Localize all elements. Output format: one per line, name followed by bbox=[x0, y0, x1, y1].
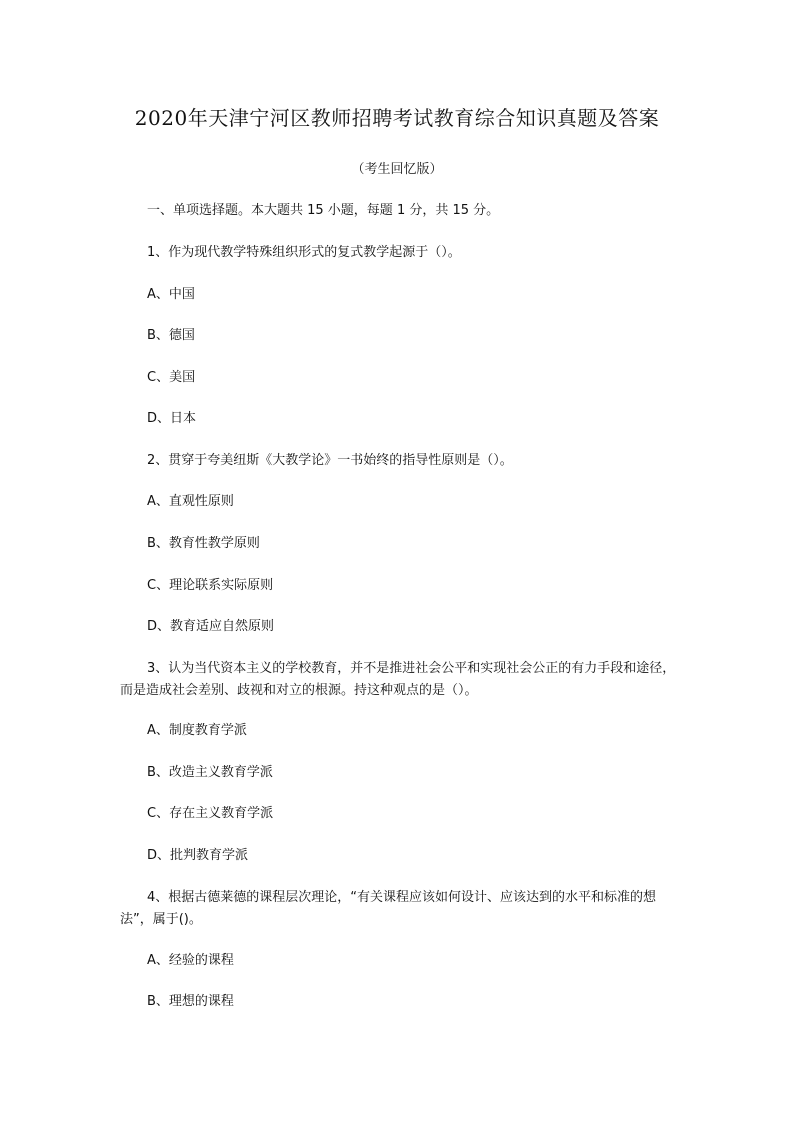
option-c: C、理论联系实际原则 bbox=[147, 578, 274, 593]
option-d: D、批判教育学派 bbox=[147, 848, 249, 863]
option-b: B、教育性教学原则 bbox=[147, 536, 260, 551]
question-stem: 4、根据古德莱德的课程层次理论，“有关课程应该如何设计、应该达到的水平和标准的想法”，属于()。 bbox=[120, 890, 657, 927]
option-b: B、改造主义教育学派 bbox=[147, 765, 273, 780]
option-c: C、存在主义教育学派 bbox=[147, 806, 274, 821]
question-stem: 1、作为现代教学特殊组织形式的复式教学起源于（）。 bbox=[147, 245, 461, 260]
option-b: B、理想的课程 bbox=[147, 994, 234, 1009]
option-a: A、制度教育学派 bbox=[147, 723, 247, 738]
option-a: A、经验的课程 bbox=[147, 953, 234, 968]
page-title: 2020年天津宁河区教师招聘考试教育综合知识真题及答案 bbox=[134, 106, 660, 130]
option-b: B、德国 bbox=[147, 328, 195, 343]
question-stem: 2、贯穿于夸美纽斯《大教学论》一书始终的指导性原则是（）。 bbox=[147, 453, 513, 468]
section-heading: 一、单项选择题。本大题共 15 小题，每题 1 分，共 15 分。 bbox=[147, 203, 500, 218]
option-d: D、教育适应自然原则 bbox=[147, 619, 275, 634]
option-a: A、直观性原则 bbox=[147, 494, 234, 509]
option-c: C、美国 bbox=[147, 370, 196, 385]
question-stem: 3、认为当代资本主义的学校教育，并不是推进社会公平和实现社会公正的有力手段和途径，而是造成社会差别、歧视和对立的根源。持这种观点的是（）。 bbox=[120, 661, 676, 698]
page-subtitle: （考生回忆版） bbox=[351, 162, 443, 177]
option-d: D、日本 bbox=[147, 411, 197, 426]
option-a: A、中国 bbox=[147, 287, 195, 302]
